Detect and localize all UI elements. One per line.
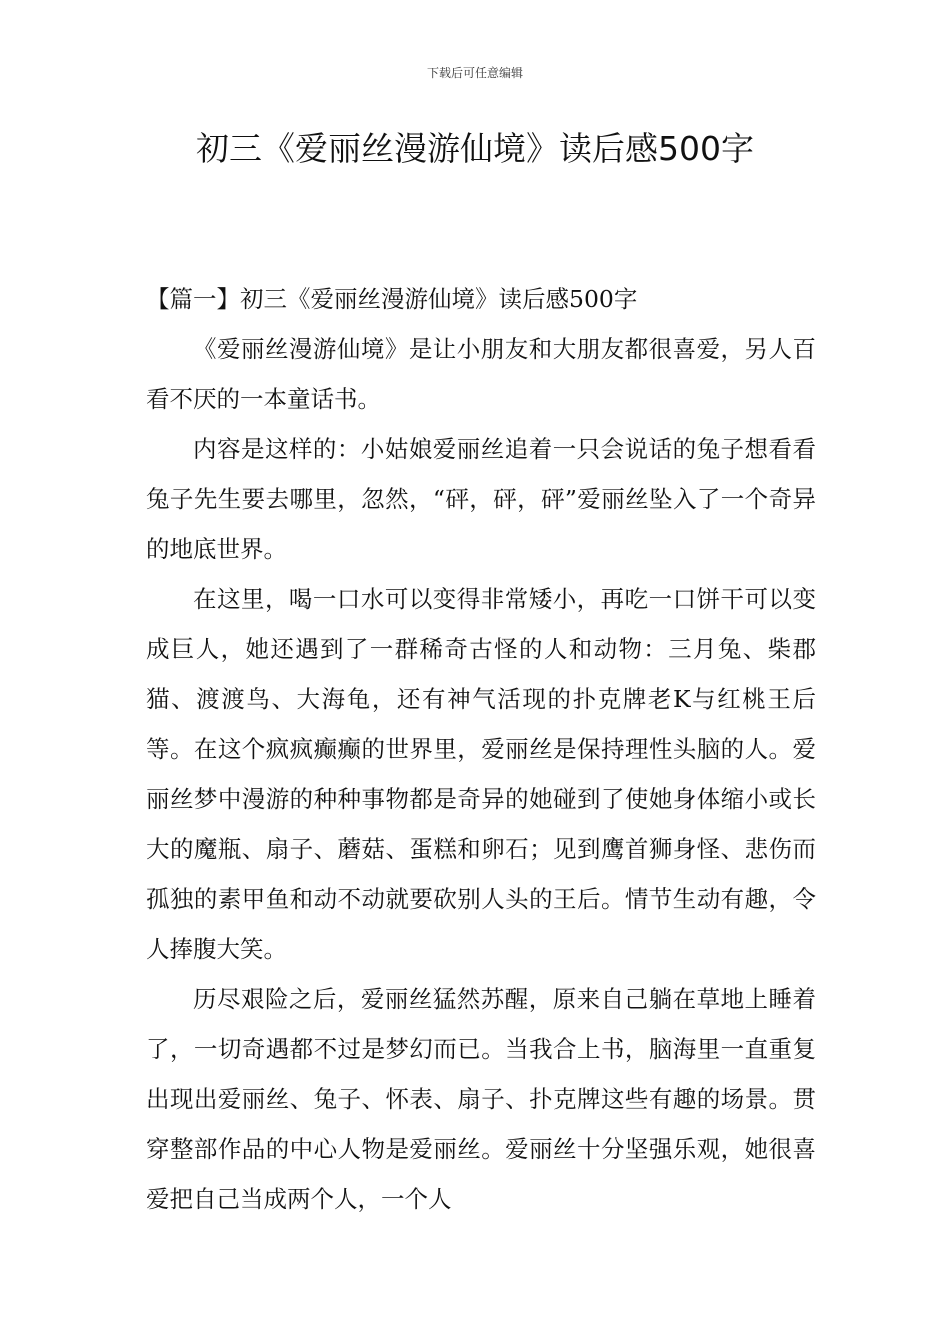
paragraph-1: 《爱丽丝漫游仙境》是让小朋友和大朋友都很喜爱，另人百看不厌的一本童话书。 <box>146 335 816 413</box>
paragraph-2: 内容是这样的：小姑娘爱丽丝追着一只会说话的兔子想看看兔子先生要去哪里，忽然，“砰，砰，砰”爱丽丝坠入了一个奇异的地底世界。 <box>146 435 816 563</box>
header-note: 下载后可任意编辑 <box>426 66 523 80</box>
section-heading: 【篇一】初三《爱丽丝漫游仙境》读后感500字 <box>146 285 638 313</box>
document-body <box>146 274 816 1224</box>
paragraph-3: 在这里，喝一口水可以变得非常矮小，再吃一口饼干可以变成巨人，她还遇到了一群稀奇古怪的人和动物：三月兔、柴郡猫、渡渡鸟、大海龟，还有神气活现的扑克牌老K与红桃王后等。在这个疯疯癫癫的世界里，爱丽丝是保持理性头脑的人。爱丽丝梦中漫游的种种事物都是奇异的她碰到了使她身体缩小或长大的魔瓶、扇子、蘑菇、蛋糕和卵石；见到鹰首狮身怪、悲伤而孤独的素甲鱼和动不动就要砍别人头的王后。情节生动有趣，令人捧腹大笑。 <box>146 585 816 963</box>
document-title: 初三《爱丽丝漫游仙境》读后感500字 <box>196 129 754 168</box>
paragraph-4: 历尽艰险之后，爱丽丝猛然苏醒，原来自己躺在草地上睡着了，一切奇遇都不过是梦幻而已。当我合上书，脑海里一直重复出现出爱丽丝、兔子、怀表、扇子、扑克牌这些有趣的场景。贯穿整部作品的中心人物是爱丽丝。爱丽丝十分坚强乐观，她很喜爱把自己当成两个人，一个人 <box>146 985 816 1213</box>
